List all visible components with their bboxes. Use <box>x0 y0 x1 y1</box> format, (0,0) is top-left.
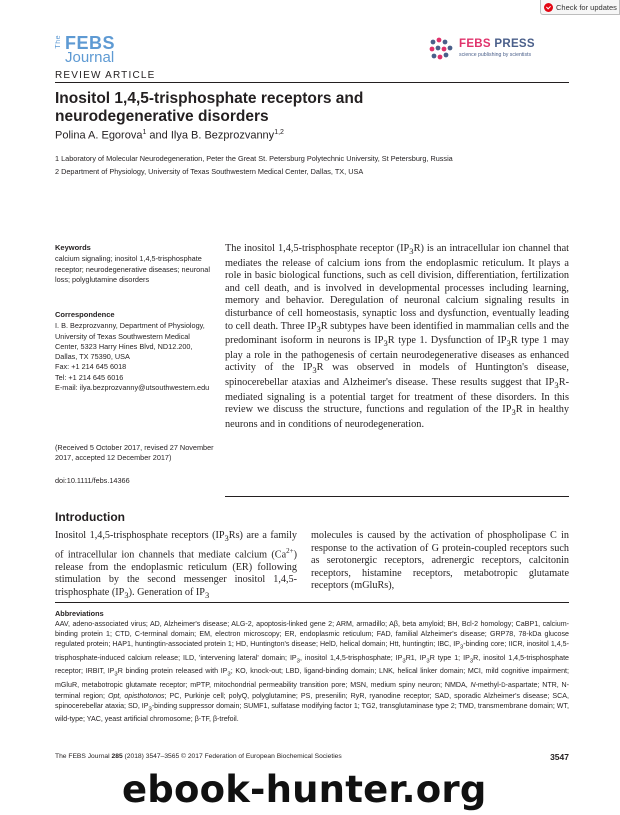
subscript: 3 <box>506 338 511 349</box>
correspondence-block <box>55 310 215 393</box>
subscript: 3 <box>316 323 321 334</box>
title-line-1: Inositol 1,4,5-trisphosphate receptors and <box>55 90 364 107</box>
subscript: 3 <box>402 658 406 665</box>
subscript: 3 <box>383 338 388 349</box>
footer-volume: 285 <box>111 753 123 760</box>
subscript: 3 <box>409 246 414 257</box>
abstract-text: R-mediated signaling is a potential target for treatment of these disorders. In this review we discuss the structure, functions and regulation of the IP <box>225 377 569 416</box>
subscript: 3 <box>114 671 118 678</box>
intro-text: ). Generation of IP <box>128 586 205 598</box>
abbr-text: , inositol 1,4,5-trisphosphate; IP <box>299 653 403 662</box>
abstract-text: R subtypes have been identified in mammalian cells and the predominant isoform in neurons is IP <box>225 320 569 347</box>
correspondence-tel: Tel: +1 214 645 6016 <box>55 372 124 382</box>
subscript: 3 <box>148 706 152 713</box>
abstract-text: R type 1 may play a role in the pathogenesis of certain neurodegenerative diseases as enhanced activity of the IP <box>225 335 569 374</box>
introduction-right-column: molecules is caused by the activation of phospholipase C in response to the activation of G protein-coupled receptors such as serotonergic receptors, adrenergic receptors, calcitonin receptors, histamine receptors, metabotropic glutamate receptors (mGluRs), <box>311 530 569 592</box>
logo-the: The <box>55 35 62 49</box>
author-2-affil: 1,2 <box>274 129 284 136</box>
abbr-smallcaps: D <box>501 682 506 689</box>
subscript: 3 <box>312 365 317 376</box>
subscript: 3 <box>224 533 229 544</box>
subscript: 3 <box>204 589 210 600</box>
febs-press-logo <box>429 36 569 64</box>
abbreviations-heading: Abbreviations <box>55 609 104 618</box>
logo-journal: Journal <box>65 49 115 66</box>
press-name-febs: FEBS <box>459 38 491 50</box>
abstract-text: R) is an intracellular ion channel that mediates the release of calcium ions from the endoplasmic reticulum. It plays a role in basic biological functions, such as cell division, differentiation, fertilization and cell death, and is involved in developmental processes including learning, memory and behavior. Deregulation of neuronal calcium signaling results in disturbance of cell homeostasis, synaptic loss and dysfunction, eventually leading to cell death. Three IP <box>225 243 569 332</box>
abbr-text: -aspartate; NTR, N-terminal region; <box>55 680 569 700</box>
subscript: 3 <box>511 407 516 418</box>
check-icon <box>544 3 553 12</box>
intro-text: Rs) are a family of intracellular ion channels that mediate calcium (Ca <box>55 530 297 561</box>
abstract-text: R in healthy neurons and in conditions of neurodegeneration. <box>225 404 570 430</box>
abbr-text: -binding core; IICR, inositol 1,4,5-trisphosphate-induced calcium release; ILD, 'intervening lateral' domain; IP <box>55 640 569 662</box>
abbr-text: AAV, adeno-associated virus; AD, Alzheimer's disease; ALG-2, apoptosis-linked gene 2; ARM, armadillo; Aβ, beta amyloid; BH, Bcl-2 homology; CaBP1, calcium-binding protein 1; CTD, C-terminal domain; EM, electron microscopy; ER, endoplasmic reticulum; FAD, familial Alzheimer's disease; GRP78, 78-kDa glucose regulated protein; HAP1, huntingtin-associated protein 1; HD, Huntington's disease; HelD, helical domain; Htt, huntingtin; IBC, IP <box>55 620 569 649</box>
title-line-2: neurodegenerative disorders <box>55 108 269 125</box>
footer-citation <box>55 753 342 760</box>
header-divider <box>55 82 569 83</box>
affiliation-1: 1 Laboratory of Molecular Neurodegeneration, Peter the Great St. Petersburg Polytechnic University, St Petersburg, Russia <box>55 154 453 163</box>
footer-journal: The FEBS Journal <box>55 753 112 760</box>
superscript: 2+ <box>286 546 294 555</box>
article-type: REVIEW ARTICLE <box>55 70 156 81</box>
subscript: 3 <box>124 589 129 600</box>
abbr-text: ; KO, knock-out; LBD, ligand-binding domain; LNK, helical linker domain; MCI, mild cognitive impairment; mGluR, metabotropic glutamate receptor; mPTP, mitochondrial permeability transition pore; MSN, medium spiny neuron; NMDA, <box>55 667 569 689</box>
check-for-updates-badge[interactable] <box>540 0 620 15</box>
abbreviations-text <box>55 619 569 724</box>
keywords-block <box>55 243 215 285</box>
page-number: 3547 <box>550 752 569 762</box>
abbr-italic: N <box>470 680 476 689</box>
introduction-left-column <box>55 530 297 601</box>
abstract-text: R was observed in models of Huntington's disease, spinocerebellar ataxias and Alzheimer's disease. These results suggest that IP <box>225 362 569 389</box>
correspondence-email[interactable]: E-mail: ilya.bezprozvanny@utsouthwestern.edu <box>55 383 210 393</box>
authors-and: and <box>149 129 168 142</box>
author-1-affil: 1 <box>142 129 147 136</box>
abstract-divider <box>225 496 569 497</box>
abbr-text: -binding suppressor domain; SUMF1, sulfatase modifying factor 1; TG2, transglutaminase type 2; TMD, transmembrane domain; WT, wild-type; YAC, yeast artificial chromosome; β-TF, β-trefoil. <box>55 701 569 724</box>
abstract-text: The inositol 1,4,5-trisphosphate receptor (IP <box>225 243 410 254</box>
logo-febs: FEBS <box>65 33 116 53</box>
intro-text: ) release from the endoplasmic reticulum (ER) following stimulation by the second messenger inositol 1,4,5-trisphosphate (IP <box>55 549 297 598</box>
abbr-italic: Opt, opisthotonos <box>107 691 165 700</box>
correspondence-fax: Fax: +1 214 645 6018 <box>55 362 127 372</box>
correspondence-heading: Correspondence <box>55 310 115 319</box>
press-tagline: science publishing by scientists <box>459 52 532 58</box>
introduction-heading: Introduction <box>55 510 125 524</box>
abbr-text: R type 1; IP <box>429 653 470 662</box>
intro-text: Inositol 1,4,5-trisphosphate receptors (IP <box>55 530 225 541</box>
subscript: 3 <box>459 644 464 651</box>
abbr-text: R, inositol 1,4,5-trisphosphate receptor; IRBIT, IP <box>55 653 570 676</box>
press-name <box>459 38 535 50</box>
affiliation-2: 2 Department of Physiology, University of Texas Southwestern Medical Center, Dallas, TX, USA <box>55 166 364 176</box>
affiliations <box>55 153 569 178</box>
subscript: 3 <box>554 380 559 391</box>
received-dates: (Received 5 October 2017, revised 27 November 2017, accepted 12 December 2017) <box>55 443 214 463</box>
keywords-heading: Keywords <box>55 243 91 252</box>
abbr-text: ; PC, Purkinje cell; polyQ, polyglutamine; PS, presenilin; RyR, ryanodine receptor; SAD, sporadic Alzheimer's disease; SCA, spinocerebellar ataxia; SD, IP <box>55 691 569 710</box>
abstract <box>225 243 569 432</box>
abstract-text: R type 1. Dysfunction of IP <box>387 335 507 347</box>
abbreviations-divider <box>55 602 569 603</box>
subscript: 3 <box>469 658 474 665</box>
check-for-updates-label: Check for updates <box>556 2 617 12</box>
subscript: 3 <box>296 658 300 665</box>
author-list <box>55 129 284 142</box>
article-title <box>55 90 569 126</box>
subscript: 3 <box>426 658 430 665</box>
doi[interactable]: doi:10.1111/febs.14366 <box>55 476 130 485</box>
press-name-press: PRESS <box>494 38 535 50</box>
watermark: ebook-hunter.org <box>122 768 487 811</box>
author-1: Polina A. Egorova <box>55 129 143 142</box>
febs-press-dots-icon <box>429 37 455 61</box>
correspondence-address: I. B. Bezprozvanny, Department of Physiology, University of Texas Southwestern Medical Center, 5323 Harry Hines Blvd, ND12.200, Dallas, TX 75390, USA <box>55 321 205 362</box>
abbr-text: -methyl- <box>475 680 502 689</box>
abbr-text: R binding protein released with IP <box>117 667 228 676</box>
febs-journal-logo <box>55 33 135 67</box>
abbr-text: R1, IP <box>405 653 427 662</box>
keywords-text: calcium signaling; inositol 1,4,5-trisphosphate receptor; neurodegenerative diseases; neuronal loss; polyglutamine disorders <box>55 254 210 284</box>
subscript: 3 <box>227 671 231 678</box>
footer-copyright: (2018) 3547–3565 © 2017 Federation of European Biochemical Societies <box>122 753 342 760</box>
author-2: Ilya B. Bezprozvanny <box>170 129 275 142</box>
